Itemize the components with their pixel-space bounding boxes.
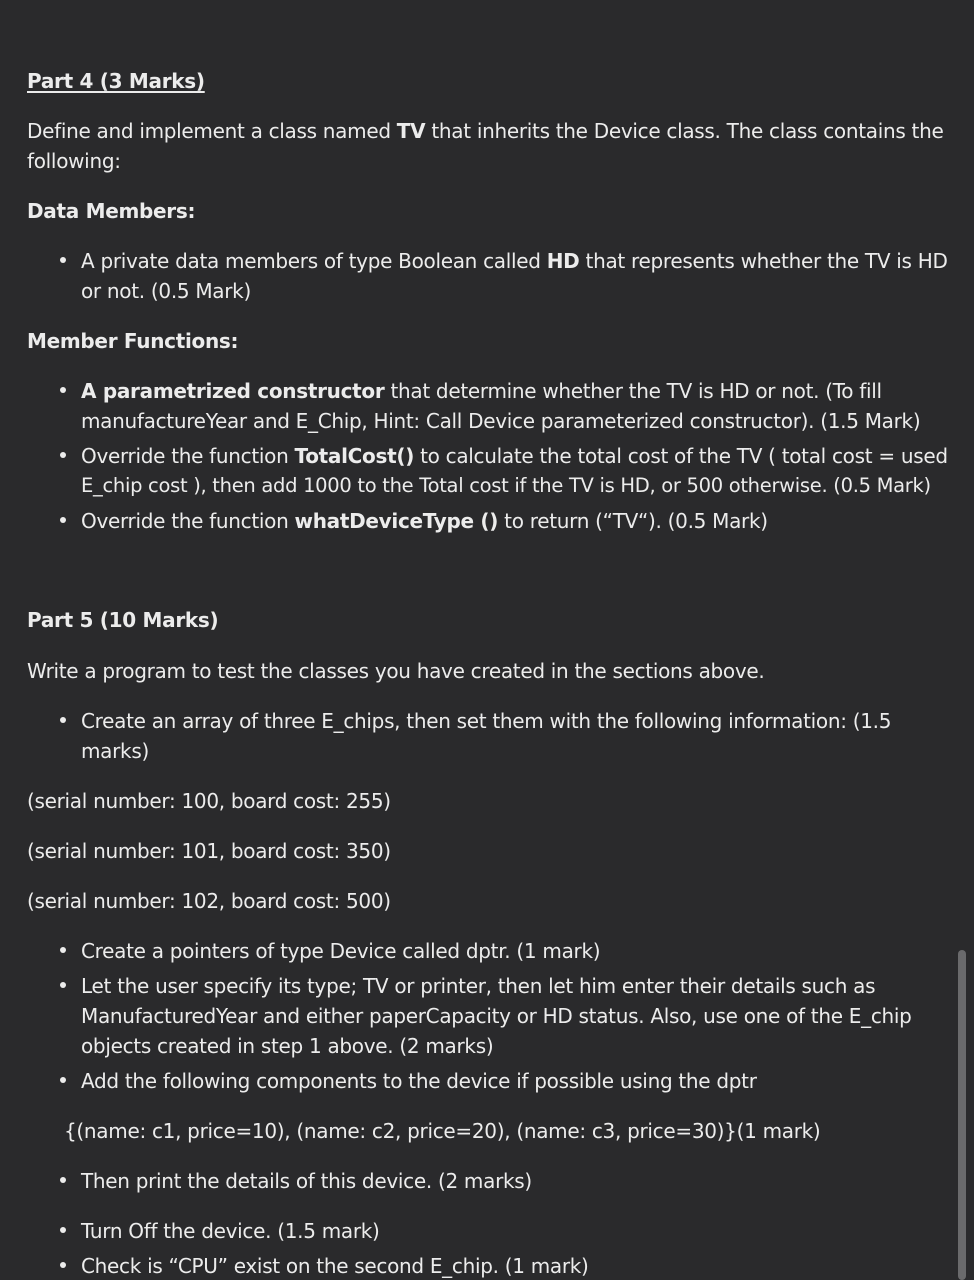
bullet-icon — [60, 517, 66, 523]
member-function-constructor-continued: manufactureYear and E_Chip, Hint: Call Device parameterized constructor). (1.5 Mark) — [81, 409, 921, 433]
data-member-hd-continued: or not. (0.5 Mark) — [81, 279, 251, 303]
member-function-totalcost: Override the function TotalCost() to calculate the total cost of the TV ( total cost = used — [81, 444, 948, 468]
bullet-icon — [60, 257, 66, 263]
chip-info-1: (serial number: 100, board cost: 255) — [27, 789, 391, 813]
vertical-scrollbar[interactable] — [958, 950, 966, 1280]
part5-step-user-type: Let the user specify its type; TV or printer, then let him enter their details such as — [81, 974, 876, 998]
part5-step-create-array: Create an array of three E_chips, then set them with the following information: (1.5 — [81, 709, 892, 733]
bullet-icon — [60, 1077, 66, 1083]
bullet-icon — [60, 717, 66, 723]
part5-step-print-details: Then print the details of this device. (2 marks) — [81, 1169, 532, 1193]
bullet-icon — [60, 1262, 66, 1268]
part5-title: Part 5 (10 Marks) — [27, 608, 219, 632]
member-function-whatdevicetype: Override the function whatDeviceType () to return (“TV“). (0.5 Mark) — [81, 509, 768, 533]
bullet-icon — [60, 387, 66, 393]
data-member-hd: A private data members of type Boolean called HD that represents whether the TV is HD — [81, 249, 948, 273]
bullet-icon — [60, 452, 66, 458]
part5-step-user-type-continued-2: objects created in step 1 above. (2 marks) — [81, 1034, 494, 1058]
part5-step-pointer: Create a pointers of type Device called dptr. (1 mark) — [81, 939, 601, 963]
part5-step-add-components: Add the following components to the device if possible using the dptr — [81, 1069, 757, 1093]
part5-step-user-type-continued: ManufacturedYear and either paperCapacity or HD status. Also, use one of the E_chip — [81, 1004, 912, 1028]
bullet-icon — [60, 982, 66, 988]
part5-step-turn-off: Turn Off the device. (1.5 mark) — [81, 1219, 380, 1243]
part5-intro: Write a program to test the classes you have created in the sections above. — [27, 659, 765, 683]
part5-step-check-cpu: Check is “CPU” exist on the second E_chip. (1 mark) — [81, 1254, 589, 1278]
chip-info-3: (serial number: 102, board cost: 500) — [27, 889, 391, 913]
components-list: {(name: c1, price=10), (name: c2, price=20), (name: c3, price=30)}(1 mark) — [64, 1119, 821, 1143]
part4-intro-continued: following: — [27, 149, 121, 173]
part5-step-create-array-continued: marks) — [81, 739, 149, 763]
member-functions-heading: Member Functions: — [27, 329, 239, 353]
data-members-heading: Data Members: — [27, 199, 196, 223]
member-function-totalcost-continued: E_chip cost ), then add 1000 to the Total cost if the TV is HD, or 500 otherwise. (0.5 Mark) — [81, 474, 931, 497]
chip-info-2: (serial number: 101, board cost: 350) — [27, 839, 391, 863]
bullet-icon — [60, 1177, 66, 1183]
part4-title: Part 4 (3 Marks) — [27, 69, 205, 93]
bullet-icon — [60, 1227, 66, 1233]
member-function-constructor: A parametrized constructor that determine whether the TV is HD or not. (To fill — [81, 379, 882, 403]
part4-intro: Define and implement a class named TV that inherits the Device class. The class contains the — [27, 119, 944, 143]
bullet-icon — [60, 947, 66, 953]
